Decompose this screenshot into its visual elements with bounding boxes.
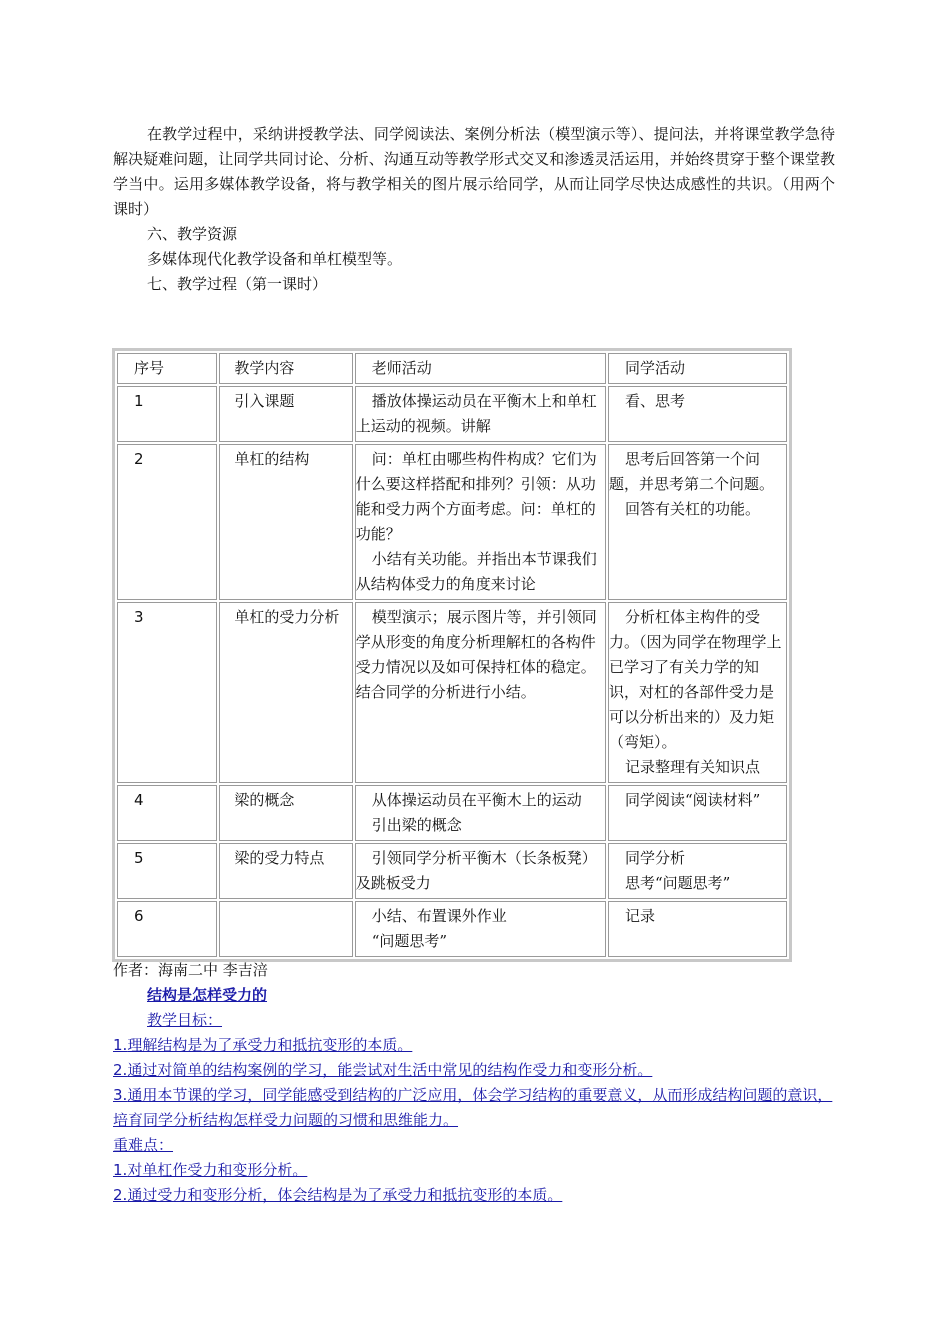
key-2-link[interactable]: 2.通过受力和变形分析，体会结构是为了承受力和抵抗变形的本质。 <box>113 1186 563 1204</box>
row-no: 6 <box>117 901 217 957</box>
section6-title: 六、教学资源 <box>147 225 238 243</box>
author-line: 作者：海南二中 李吉涪 <box>113 961 268 979</box>
goals-label-link[interactable]: 教学目标： <box>147 1011 223 1029</box>
key-1-link[interactable]: 1.对单杠作受力和变形分析。 <box>113 1161 308 1179</box>
method-paragraph: 在教学过程中，采纳讲授教学法、同学阅读法、案例分析法（模型演示等）、提问法，并将课堂教学急待解决疑难问题，让同学共同讨论、分析、沟通互动等教学形式交叉和渗透灵活运用，并始终贯穿于整个课堂教学当中。运用多媒体教学设备，将与教学相关的图片展示给同学，从而让同学尽快达成感性的共识。（用两个课时） <box>113 125 835 218</box>
key-label-link[interactable]: 重难点： <box>113 1136 174 1154</box>
header-teacher: 老师活动 <box>371 359 432 377</box>
row-student: 记录整理有关知识点 <box>624 758 760 776</box>
row-no: 4 <box>117 785 217 841</box>
goal-2-link[interactable]: 2.通过对简单的结构案例的学习，能尝试对生活中常见的结构作受力和变形分析。 <box>113 1061 653 1079</box>
lesson-title-link[interactable]: 结构是怎样受力的 <box>147 986 268 1004</box>
row-no: 3 <box>117 602 217 783</box>
row-student: 思考后回答第一个问题，并思考第二个问题。 <box>608 450 774 493</box>
lesson-section <box>113 958 835 1208</box>
row-content: 引入课题 <box>219 386 352 442</box>
row-content: 单杠的受力分析 <box>219 602 352 783</box>
row-teacher: 从体操运动员在平衡木上的运动 <box>371 791 582 809</box>
intro-section <box>113 122 835 297</box>
table-header-row <box>117 353 787 384</box>
row-teacher: 引领同学分析平衡木（长条板凳）及跳板受力 <box>355 849 597 892</box>
section6-body: 多媒体现代化教学设备和单杠模型等。 <box>147 250 403 268</box>
table-row <box>117 843 787 899</box>
row-content <box>219 901 352 957</box>
table-row <box>117 785 787 841</box>
row-student: 分析杠体主构件的受力。（因为同学在物理学上已学习了有关力学的知识，对杠的各部件受力是可以分析出来的）及力矩（弯矩）。 <box>608 608 782 751</box>
section7-title: 七、教学过程（第一课时） <box>147 275 328 293</box>
row-no: 5 <box>117 843 217 899</box>
row-student: 回答有关杠的功能。 <box>624 500 760 518</box>
row-content: 梁的概念 <box>219 785 352 841</box>
row-no: 2 <box>117 444 217 600</box>
row-teacher: 问：单杠由哪些构件构成？它们为什么要这样搭配和排列？引领：从功能和受力两个方面考虑。问：单杠的功能？ <box>355 450 597 543</box>
header-no: 序号 <box>117 353 217 384</box>
row-teacher: 小结、布置课外作业 <box>371 907 507 925</box>
table-row <box>117 444 787 600</box>
row-teacher: 引出梁的概念 <box>371 816 462 834</box>
goal-3-link[interactable]: 3.通用本节课的学习，同学能感受到结构的广泛应用，体会学习结构的重要意义，从而形成结构问题的意识，培育同学分析结构怎样受力问题的习惯和思维能力。 <box>113 1086 833 1129</box>
teaching-process-table <box>112 348 792 962</box>
row-content: 梁的受力特点 <box>219 843 352 899</box>
table-row <box>117 602 787 783</box>
row-teacher: 播放体操运动员在平衡木上和单杠上运动的视频。讲解 <box>355 392 597 435</box>
row-no: 1 <box>117 386 217 442</box>
row-teacher: “问题思考” <box>371 932 448 950</box>
header-student: 同学活动 <box>624 359 685 377</box>
goal-1-link[interactable]: 1.理解结构是为了承受力和抵抗变形的本质。 <box>113 1036 413 1054</box>
row-teacher: 模型演示；展示图片等，并引领同学从形变的角度分析理解杠的各构件受力情况以及如可保持杠体的稳定。结合同学的分析进行小结。 <box>355 608 597 701</box>
row-student: 记录 <box>624 907 655 925</box>
row-student: 同学分析 <box>624 849 685 867</box>
row-teacher: 小结有关功能。并指出本节课我们从结构体受力的角度来讨论 <box>355 550 597 593</box>
row-student: 同学阅读“阅读材料” <box>624 791 761 809</box>
table-row <box>117 901 787 957</box>
row-student: 思考“问题思考” <box>624 874 731 892</box>
table-row <box>117 386 787 442</box>
row-content: 单杠的结构 <box>219 444 352 600</box>
row-student: 看、思考 <box>624 392 685 410</box>
header-content: 教学内容 <box>219 353 352 384</box>
